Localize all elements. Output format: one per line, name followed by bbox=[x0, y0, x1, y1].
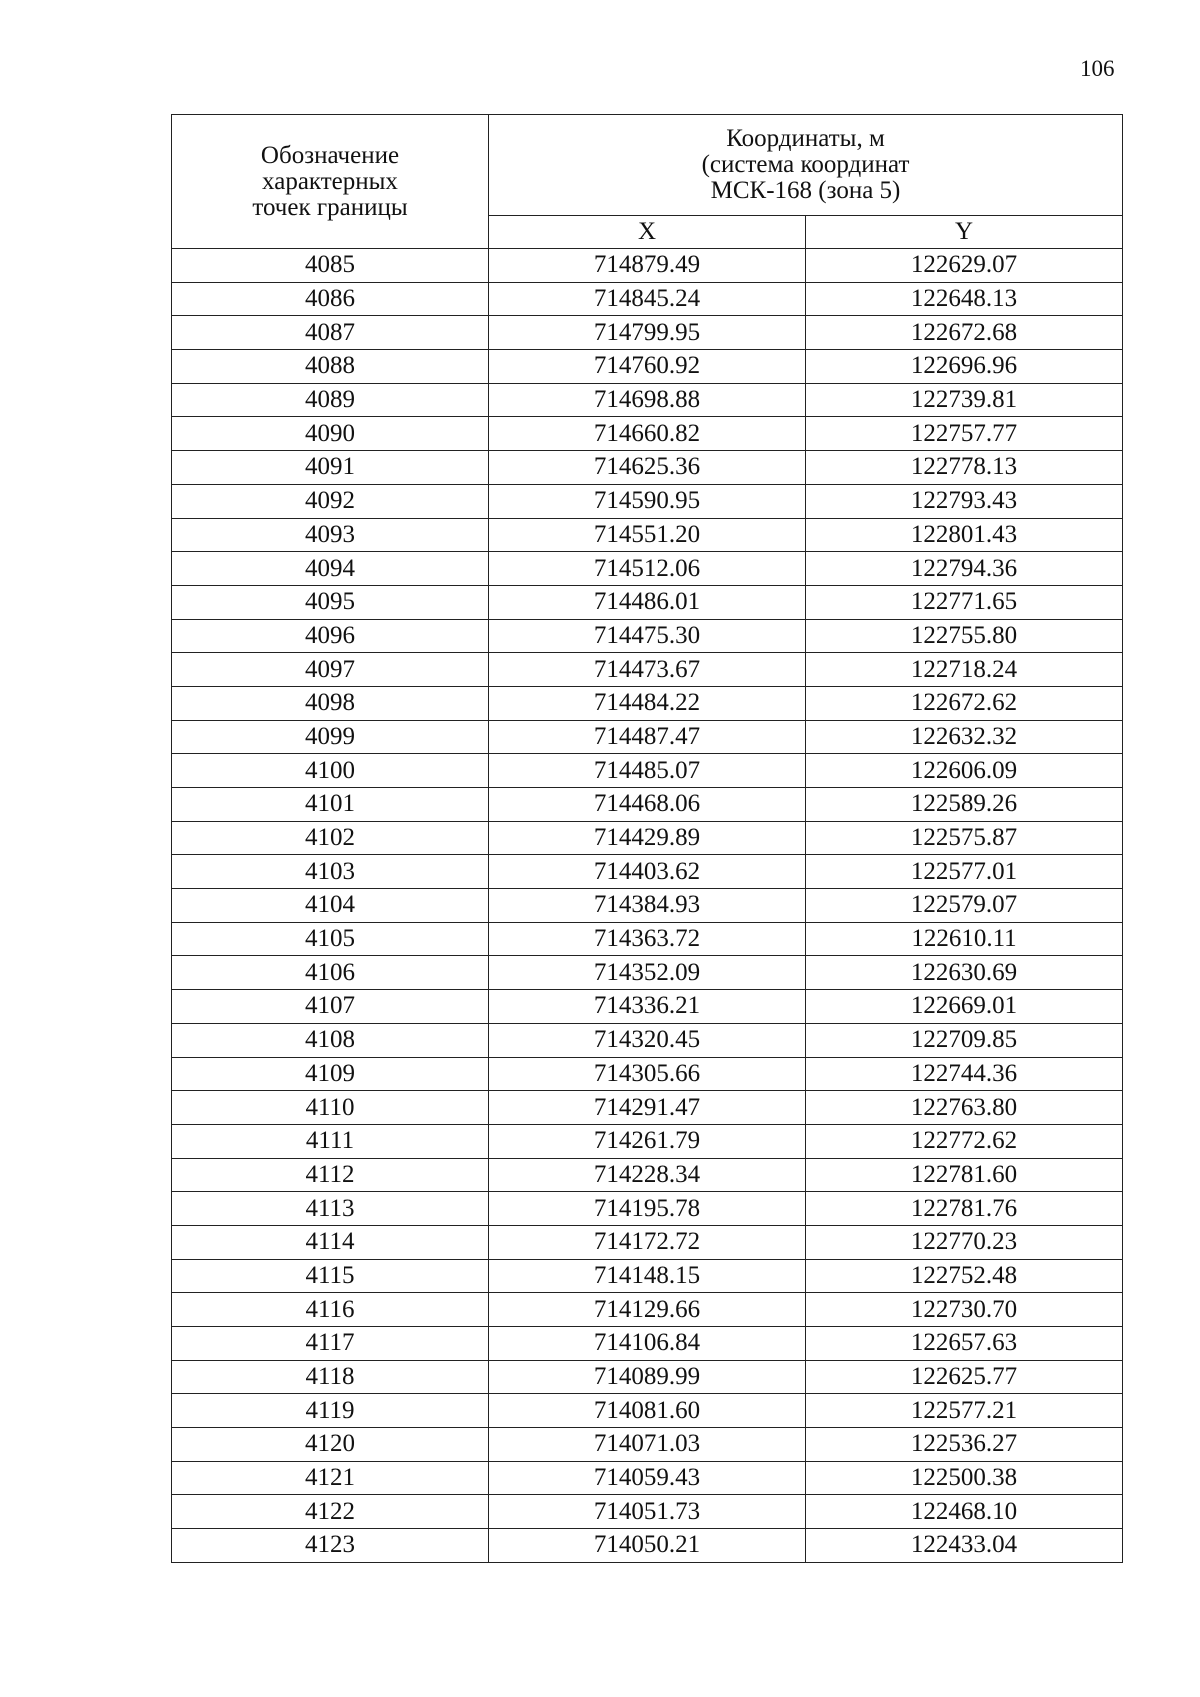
cell-y: 122657.63 bbox=[806, 1327, 1123, 1361]
cell-x: 714429.89 bbox=[489, 821, 806, 855]
header-point-line: Обозначение bbox=[260, 141, 400, 169]
cell-point-id: 4088 bbox=[172, 350, 489, 384]
cell-y: 122575.87 bbox=[806, 821, 1123, 855]
cell-x: 714148.15 bbox=[489, 1259, 806, 1293]
cell-y: 122718.24 bbox=[806, 653, 1123, 687]
cell-y: 122610.11 bbox=[806, 922, 1123, 956]
cell-point-id: 4123 bbox=[172, 1529, 489, 1563]
cell-point-id: 4091 bbox=[172, 451, 489, 485]
table-row bbox=[172, 889, 1123, 923]
cell-x: 714071.03 bbox=[489, 1428, 806, 1462]
cell-x: 714081.60 bbox=[489, 1394, 806, 1428]
table-row bbox=[172, 1428, 1123, 1462]
cell-y: 122577.01 bbox=[806, 855, 1123, 889]
cell-point-id: 4110 bbox=[172, 1091, 489, 1125]
table-row bbox=[172, 585, 1123, 619]
table-row bbox=[172, 249, 1123, 283]
cell-point-id: 4087 bbox=[172, 316, 489, 350]
table-row bbox=[172, 1360, 1123, 1394]
cell-x: 714468.06 bbox=[489, 788, 806, 822]
table-row bbox=[172, 1259, 1123, 1293]
cell-point-id: 4120 bbox=[172, 1428, 489, 1462]
cell-point-id: 4113 bbox=[172, 1192, 489, 1226]
cell-point-id: 4099 bbox=[172, 720, 489, 754]
table-row bbox=[172, 720, 1123, 754]
cell-x: 714487.47 bbox=[489, 720, 806, 754]
cell-y: 122752.48 bbox=[806, 1259, 1123, 1293]
table-row bbox=[172, 1023, 1123, 1057]
table-row bbox=[172, 855, 1123, 889]
cell-y: 122589.26 bbox=[806, 788, 1123, 822]
table-row bbox=[172, 417, 1123, 451]
cell-y: 122781.60 bbox=[806, 1158, 1123, 1192]
table-row bbox=[172, 484, 1123, 518]
header-coordinates bbox=[489, 115, 1123, 216]
cell-x: 714698.88 bbox=[489, 383, 806, 417]
cell-point-id: 4107 bbox=[172, 990, 489, 1024]
header-coords-line: МСК-168 (зона 5) bbox=[710, 177, 901, 204]
cell-y: 122468.10 bbox=[806, 1495, 1123, 1529]
cell-x: 714625.36 bbox=[489, 451, 806, 485]
cell-x: 714486.01 bbox=[489, 585, 806, 619]
cell-point-id: 4117 bbox=[172, 1327, 489, 1361]
header-coords-line: (система координат bbox=[701, 151, 910, 178]
cell-y: 122669.01 bbox=[806, 990, 1123, 1024]
cell-point-id: 4101 bbox=[172, 788, 489, 822]
table-row bbox=[172, 821, 1123, 855]
cell-point-id: 4093 bbox=[172, 518, 489, 552]
table-row bbox=[172, 1124, 1123, 1158]
table-row bbox=[172, 1192, 1123, 1226]
table-row bbox=[172, 1529, 1123, 1563]
cell-x: 714261.79 bbox=[489, 1124, 806, 1158]
cell-x: 714512.06 bbox=[489, 552, 806, 586]
cell-x: 714384.93 bbox=[489, 889, 806, 923]
table-row bbox=[172, 1225, 1123, 1259]
cell-point-id: 4111 bbox=[172, 1124, 489, 1158]
cell-x: 714473.67 bbox=[489, 653, 806, 687]
cell-x: 714660.82 bbox=[489, 417, 806, 451]
cell-y: 122536.27 bbox=[806, 1428, 1123, 1462]
cell-y: 122794.36 bbox=[806, 552, 1123, 586]
cell-y: 122648.13 bbox=[806, 282, 1123, 316]
cell-x: 714051.73 bbox=[489, 1495, 806, 1529]
cell-point-id: 4094 bbox=[172, 552, 489, 586]
cell-y: 122778.13 bbox=[806, 451, 1123, 485]
cell-point-id: 4100 bbox=[172, 754, 489, 788]
cell-point-id: 4112 bbox=[172, 1158, 489, 1192]
cell-x: 714050.21 bbox=[489, 1529, 806, 1563]
cell-point-id: 4116 bbox=[172, 1293, 489, 1327]
cell-x: 714475.30 bbox=[489, 619, 806, 653]
cell-point-id: 4105 bbox=[172, 922, 489, 956]
table-row bbox=[172, 350, 1123, 384]
cell-y: 122433.04 bbox=[806, 1529, 1123, 1563]
cell-y: 122730.70 bbox=[806, 1293, 1123, 1327]
table-row bbox=[172, 1461, 1123, 1495]
coordinates-table bbox=[171, 114, 1123, 1563]
cell-point-id: 4108 bbox=[172, 1023, 489, 1057]
cell-y: 122770.23 bbox=[806, 1225, 1123, 1259]
table-row bbox=[172, 316, 1123, 350]
cell-point-id: 4085 bbox=[172, 249, 489, 283]
page-number: 106 bbox=[1080, 56, 1115, 81]
table-row bbox=[172, 1293, 1123, 1327]
cell-y: 122625.77 bbox=[806, 1360, 1123, 1394]
cell-x: 714336.21 bbox=[489, 990, 806, 1024]
cell-x: 714291.47 bbox=[489, 1091, 806, 1125]
cell-x: 714590.95 bbox=[489, 484, 806, 518]
header-coords-line: Координаты, м bbox=[726, 125, 885, 152]
table-row bbox=[172, 282, 1123, 316]
cell-point-id: 4092 bbox=[172, 484, 489, 518]
cell-point-id: 4089 bbox=[172, 383, 489, 417]
cell-x: 714059.43 bbox=[489, 1461, 806, 1495]
header-point-line: характерных bbox=[262, 167, 398, 195]
cell-y: 122630.69 bbox=[806, 956, 1123, 990]
table-row bbox=[172, 451, 1123, 485]
cell-point-id: 4090 bbox=[172, 417, 489, 451]
cell-x: 714195.78 bbox=[489, 1192, 806, 1226]
cell-point-id: 4106 bbox=[172, 956, 489, 990]
cell-point-id: 4119 bbox=[172, 1394, 489, 1428]
cell-y: 122709.85 bbox=[806, 1023, 1123, 1057]
cell-x: 714403.62 bbox=[489, 855, 806, 889]
cell-x: 714799.95 bbox=[489, 316, 806, 350]
cell-y: 122739.81 bbox=[806, 383, 1123, 417]
cell-y: 122629.07 bbox=[806, 249, 1123, 283]
cell-x: 714172.72 bbox=[489, 1225, 806, 1259]
table-row bbox=[172, 1495, 1123, 1529]
cell-y: 122500.38 bbox=[806, 1461, 1123, 1495]
cell-x: 714363.72 bbox=[489, 922, 806, 956]
cell-x: 714129.66 bbox=[489, 1293, 806, 1327]
table-row bbox=[172, 653, 1123, 687]
cell-x: 714352.09 bbox=[489, 956, 806, 990]
table-row bbox=[172, 686, 1123, 720]
table-row bbox=[172, 922, 1123, 956]
cell-y: 122793.43 bbox=[806, 484, 1123, 518]
cell-x: 714485.07 bbox=[489, 754, 806, 788]
cell-x: 714305.66 bbox=[489, 1057, 806, 1091]
table-row bbox=[172, 1158, 1123, 1192]
cell-y: 122772.62 bbox=[806, 1124, 1123, 1158]
cell-x: 714760.92 bbox=[489, 350, 806, 384]
cell-x: 714484.22 bbox=[489, 686, 806, 720]
cell-y: 122771.65 bbox=[806, 585, 1123, 619]
cell-point-id: 4115 bbox=[172, 1259, 489, 1293]
table-row bbox=[172, 619, 1123, 653]
cell-y: 122606.09 bbox=[806, 754, 1123, 788]
table-row bbox=[172, 1091, 1123, 1125]
table-row bbox=[172, 552, 1123, 586]
header-point-designation bbox=[172, 115, 489, 249]
table-row bbox=[172, 1394, 1123, 1428]
cell-point-id: 4122 bbox=[172, 1495, 489, 1529]
cell-y: 122781.76 bbox=[806, 1192, 1123, 1226]
cell-point-id: 4118 bbox=[172, 1360, 489, 1394]
cell-y: 122757.77 bbox=[806, 417, 1123, 451]
cell-y: 122696.96 bbox=[806, 350, 1123, 384]
table-body bbox=[172, 249, 1123, 1563]
cell-y: 122672.68 bbox=[806, 316, 1123, 350]
cell-y: 122755.80 bbox=[806, 619, 1123, 653]
header-x: X bbox=[489, 216, 806, 249]
table-row bbox=[172, 1057, 1123, 1091]
cell-point-id: 4097 bbox=[172, 653, 489, 687]
table-row bbox=[172, 754, 1123, 788]
cell-x: 714845.24 bbox=[489, 282, 806, 316]
header-point-line: точек границы bbox=[252, 193, 408, 221]
cell-y: 122632.32 bbox=[806, 720, 1123, 754]
cell-point-id: 4104 bbox=[172, 889, 489, 923]
cell-point-id: 4086 bbox=[172, 282, 489, 316]
cell-y: 122579.07 bbox=[806, 889, 1123, 923]
cell-y: 122763.80 bbox=[806, 1091, 1123, 1125]
table-row bbox=[172, 518, 1123, 552]
cell-x: 714089.99 bbox=[489, 1360, 806, 1394]
table-row bbox=[172, 1327, 1123, 1361]
cell-x: 714228.34 bbox=[489, 1158, 806, 1192]
cell-point-id: 4098 bbox=[172, 686, 489, 720]
cell-x: 714551.20 bbox=[489, 518, 806, 552]
cell-point-id: 4103 bbox=[172, 855, 489, 889]
cell-y: 122672.62 bbox=[806, 686, 1123, 720]
cell-point-id: 4109 bbox=[172, 1057, 489, 1091]
cell-point-id: 4114 bbox=[172, 1225, 489, 1259]
cell-x: 714320.45 bbox=[489, 1023, 806, 1057]
cell-point-id: 4102 bbox=[172, 821, 489, 855]
table-row bbox=[172, 990, 1123, 1024]
cell-y: 122801.43 bbox=[806, 518, 1123, 552]
cell-point-id: 4121 bbox=[172, 1461, 489, 1495]
cell-y: 122744.36 bbox=[806, 1057, 1123, 1091]
cell-x: 714106.84 bbox=[489, 1327, 806, 1361]
cell-y: 122577.21 bbox=[806, 1394, 1123, 1428]
header-y: Y bbox=[806, 216, 1123, 249]
cell-x: 714879.49 bbox=[489, 249, 806, 283]
table-row bbox=[172, 383, 1123, 417]
cell-point-id: 4096 bbox=[172, 619, 489, 653]
cell-point-id: 4095 bbox=[172, 585, 489, 619]
table-row bbox=[172, 956, 1123, 990]
table-header bbox=[172, 115, 1123, 249]
table-row bbox=[172, 788, 1123, 822]
